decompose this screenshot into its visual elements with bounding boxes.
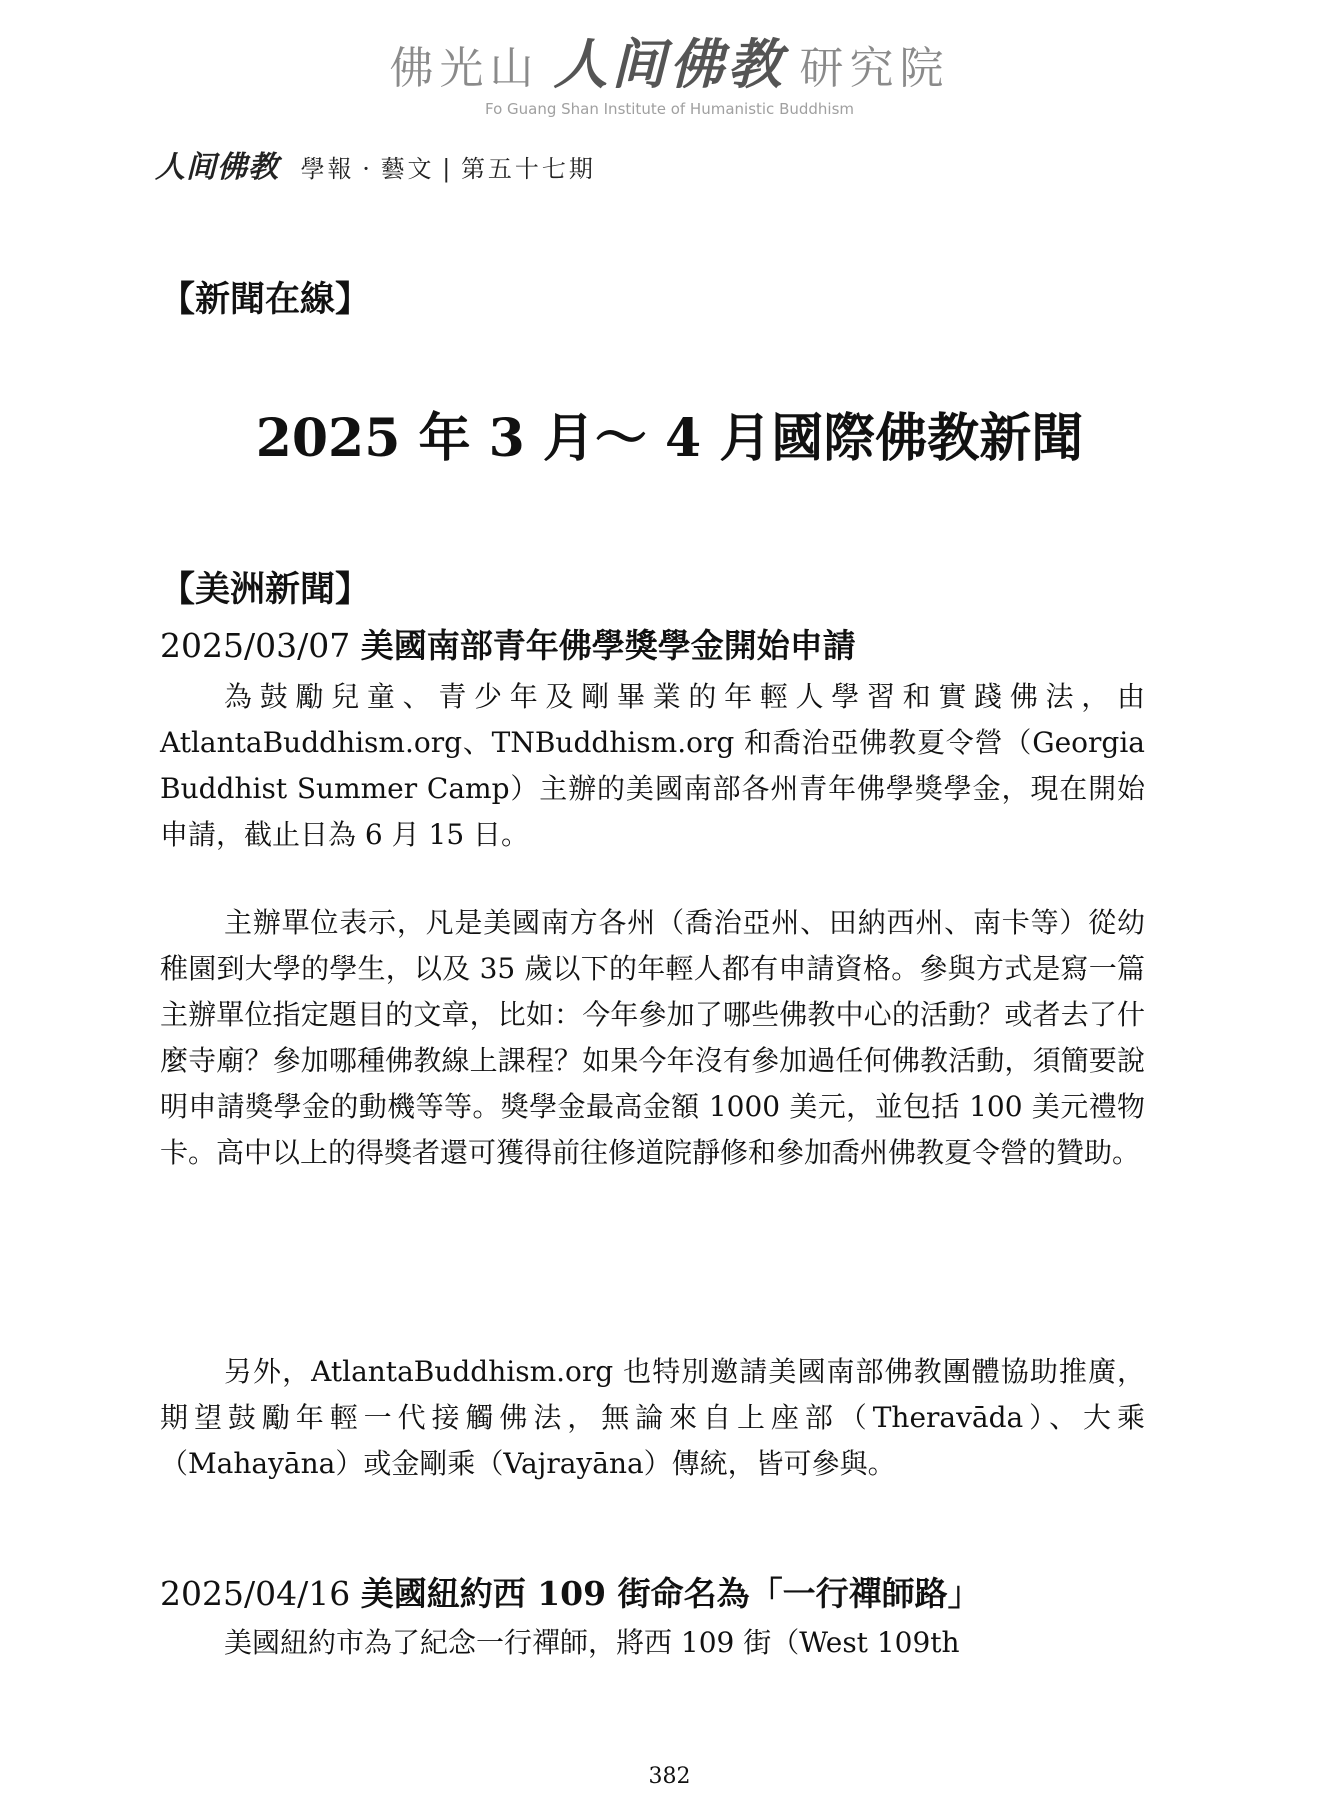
journal-separator: · [362, 155, 373, 183]
institute-brand-logo: 人间佛教 [553, 33, 786, 96]
journal-section: 藝文 [380, 155, 435, 183]
article-paragraph: 美國紐約市為了紀念一行禪師，將西 109 街（West 109th [224, 1626, 960, 1659]
journal-brand-logo: 人间佛教 [155, 150, 279, 185]
page-title: 2025 年 3 月～ 4 月國際佛教新聞 [255, 408, 1084, 469]
article-date: 2025/03/07 [160, 626, 351, 665]
article-headline [160, 1568, 981, 1615]
page-number: 382 [648, 1764, 691, 1789]
column-label: 【新聞在線】 [160, 279, 371, 320]
journal-name: 學報 [300, 155, 355, 183]
institute-header [0, 33, 1339, 118]
institute-title [0, 33, 1339, 98]
region-label: 【美洲新聞】 [160, 569, 371, 610]
journal-divider: | [442, 155, 454, 183]
journal-running-header [155, 142, 596, 186]
article-paragraph: 為鼓勵兒童、青少年及剛畢業的年輕人學習和實踐佛法，由 AtlantaBuddhism.org、TNBuddhism.org 和喬治亞佛教夏令營（Georgia Buddhist Summer Camp）主辦的美國南部各州青年佛學獎學金，現在開始申請，截止日為 6 月 15 日。 [160, 680, 1145, 851]
institute-name-right: 研究院 [799, 43, 950, 94]
journal-issue: 第五十七期 [460, 155, 596, 183]
article-title: 美國南部青年佛學獎學金開始申請 [360, 626, 856, 665]
article-date: 2025/04/16 [160, 1574, 351, 1613]
article-headline [160, 620, 856, 667]
article-title: 美國紐約西 109 街命名為「一行禪師路」 [360, 1574, 981, 1613]
article-paragraph: 另外，AtlantaBuddhism.org 也特別邀請美國南部佛教團體協助推廣，期望鼓勵年輕一代接觸佛法，無論來自上座部（Theravāda）、大乘（Mahayāna）或金剛乘（Vajrayāna）傳統，皆可參與。 [160, 1355, 1145, 1480]
institute-english-name: Fo Guang Shan Institute of Humanistic Buddhism [484, 100, 855, 118]
article-paragraph: 主辦單位表示，凡是美國南方各州（喬治亞州、田納西州、南卡等）從幼稚園到大學的學生，以及 35 歲以下的年輕人都有申請資格。參與方式是寫一篇主辦單位指定題目的文章，比如：今年參加了哪些佛教中心的活動？或者去了什麼寺廟？參加哪種佛教線上課程？如果今年沒有參加過任何佛教活動，須簡要說明申請獎學金的動機等等。獎學金最高金額 1000 美元，並包括 100 美元禮物卡。高中以上的得獎者還可獲得前往修道院靜修和參加喬州佛教夏令營的贊助。 [160, 906, 1145, 1169]
institute-name-left: 佛光山 [389, 43, 540, 94]
